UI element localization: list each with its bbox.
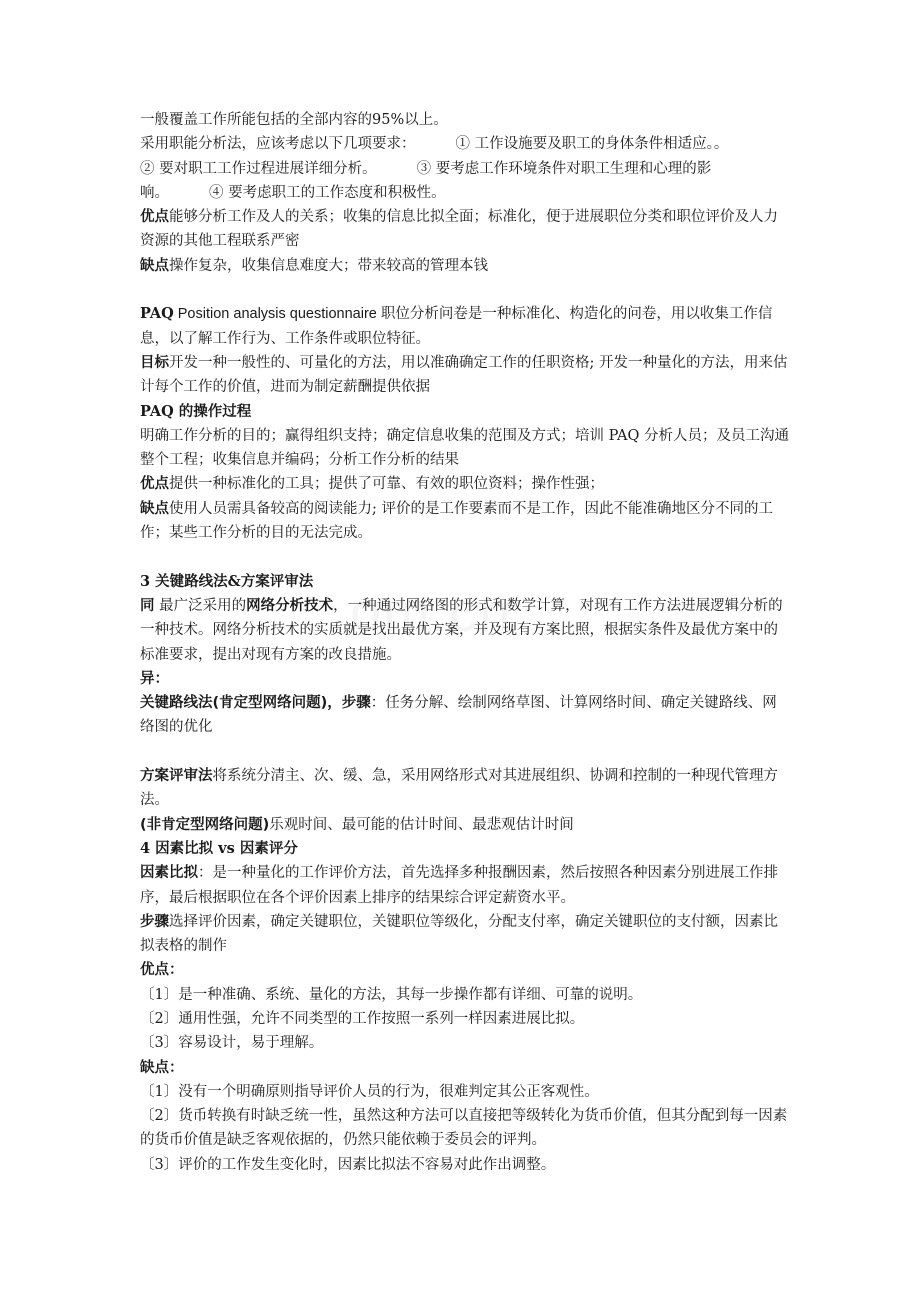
paragraph-pert-2: (非肯定型网络问题)乐观时间、最可能的估计时间、最悲观估计时间 — [140, 816, 574, 833]
heading-cons: 缺点： — [140, 1059, 184, 1076]
paragraph-cpm: 关键路线法(肯定型网络问题)，步骤：任务分解、绘制网络草图、计算网络时间、确定关键路线、网络图的优化 — [140, 695, 777, 736]
document-body — [140, 108, 790, 1177]
paragraph-pros-2: 优点提供一种标准化的工具；提供了可靠、有效的职位资料；操作性强； — [140, 476, 604, 493]
list-item: 〔3〕评价的工作发生变化时，因素比拟法不容易对此作出调整。 — [140, 1156, 556, 1173]
paragraph-coverage: 一般覆盖工作所能包括的全部内容的95%以上。 — [140, 112, 448, 128]
heading-section-3: 3 关键路线法&方案评审法 — [140, 572, 314, 590]
paragraph-requirements: 采用职能分析法，应该考虑以下几项要求： ① 工作设施要及职工的身体条件相适应。。 — [140, 136, 729, 153]
paragraph-requirements-3: 响。 ④ 要考虑职工的工作态度和积极性。 — [140, 184, 446, 201]
list-item: 〔1〕是一种准确、系统、量化的方法，其每一步操作都有详细、可靠的说明。 — [140, 986, 643, 1003]
paragraph-factor-comparison: 因素比拟：是一种量化的工作评价方法，首先选择多种报酬因素，然后按照各种因素分别进展工作排序，最后根据职位在各个评价因素上排序的结果综合评定薪资水平。 — [140, 865, 778, 906]
heading-pros: 优点： — [140, 962, 184, 979]
heading-paq-process: PAQ 的操作过程 — [140, 402, 252, 420]
paragraph-requirements-2: ② 要对职工工作过程进展详细分析。 ③ 要考虑工作环境条件对职工生理和心理的影 — [140, 160, 712, 177]
list-item: 〔2〕通用性强，允许不同类型的工作按照一系列一样因素进展比拟。 — [140, 1010, 585, 1027]
paragraph-pros-1: 优点能够分析工作及人的关系；收集的信息比拟全面；标准化，便于进展职位分类和职位评价及人力资源的其他工程联系严密 — [140, 209, 778, 250]
heading-section-4: 4 因素比拟 vs 因素评分 — [140, 839, 298, 857]
list-item: 〔2〕货币转换有时缺乏统一性，虽然这种方法可以直接把等级转化为货币价值，但其分配到每一因素的货币价值是缺乏客观依据的，仍然只能依赖于委员会的评判。 — [140, 1108, 788, 1149]
list-item: 〔3〕容易设计，易于理解。 — [140, 1035, 324, 1052]
paragraph-paq-process: 明确工作分析的目的；赢得组织支持；确定信息收集的范围及方式；培训 PAQ 分析人员；及员工沟通整个工程；收集信息并编码；分析工作分析的结果 — [140, 427, 789, 469]
paragraph-pert: 方案评审法将系统分清主、次、缓、急，采用网络形式对其进展组织、协调和控制的一种现代管理方法。 — [140, 768, 778, 809]
heading-difference: 异： — [140, 670, 169, 687]
paragraph-cons-2: 缺点使用人员需具备较高的阅读能力; 评价的是工作要素而不是工作，因此不能准确地区分不同的工作；某些工作分析的目的无法完成。 — [140, 500, 773, 542]
paragraph-steps: 步骤选择评价因素，确定关键职位，关键职位等级化，分配支付率，确定关键职位的支付额，因素比拟表格的制作 — [140, 913, 778, 955]
paragraph-same: 同 最广泛采用的网络分析技术，一种通过网络图的形式和数学计算，对现有工作方法进展逻辑分析的一种技术。网络分析技术的实质就是找出最优方案，并及现有方案比照，根据实条件及最优方案中的标准要求，提出对现有方案的改良措施。 — [140, 597, 783, 663]
list-item: 〔1〕没有一个明确原则指导评价人员的行为，很难判定其公正客观性。 — [140, 1083, 599, 1100]
paragraph-cons-1: 缺点操作复杂，收集信息难度大；带来较高的管理本钱 — [140, 257, 488, 274]
paragraph-paq: PAQ Position analysis questionnaire 职位分析问卷是一种标准化、构造化的问卷，用以收集工作信息，以了解工作行为、工作条件或职位特征。 — [140, 305, 773, 347]
paragraph-goal: 目标开发一种一般性的、可量化的方法，用以准确确定工作的任职资格; 开发一种量化的方法，用来估计每个工作的价值，进而为制定薪酬提供依据 — [140, 354, 788, 396]
